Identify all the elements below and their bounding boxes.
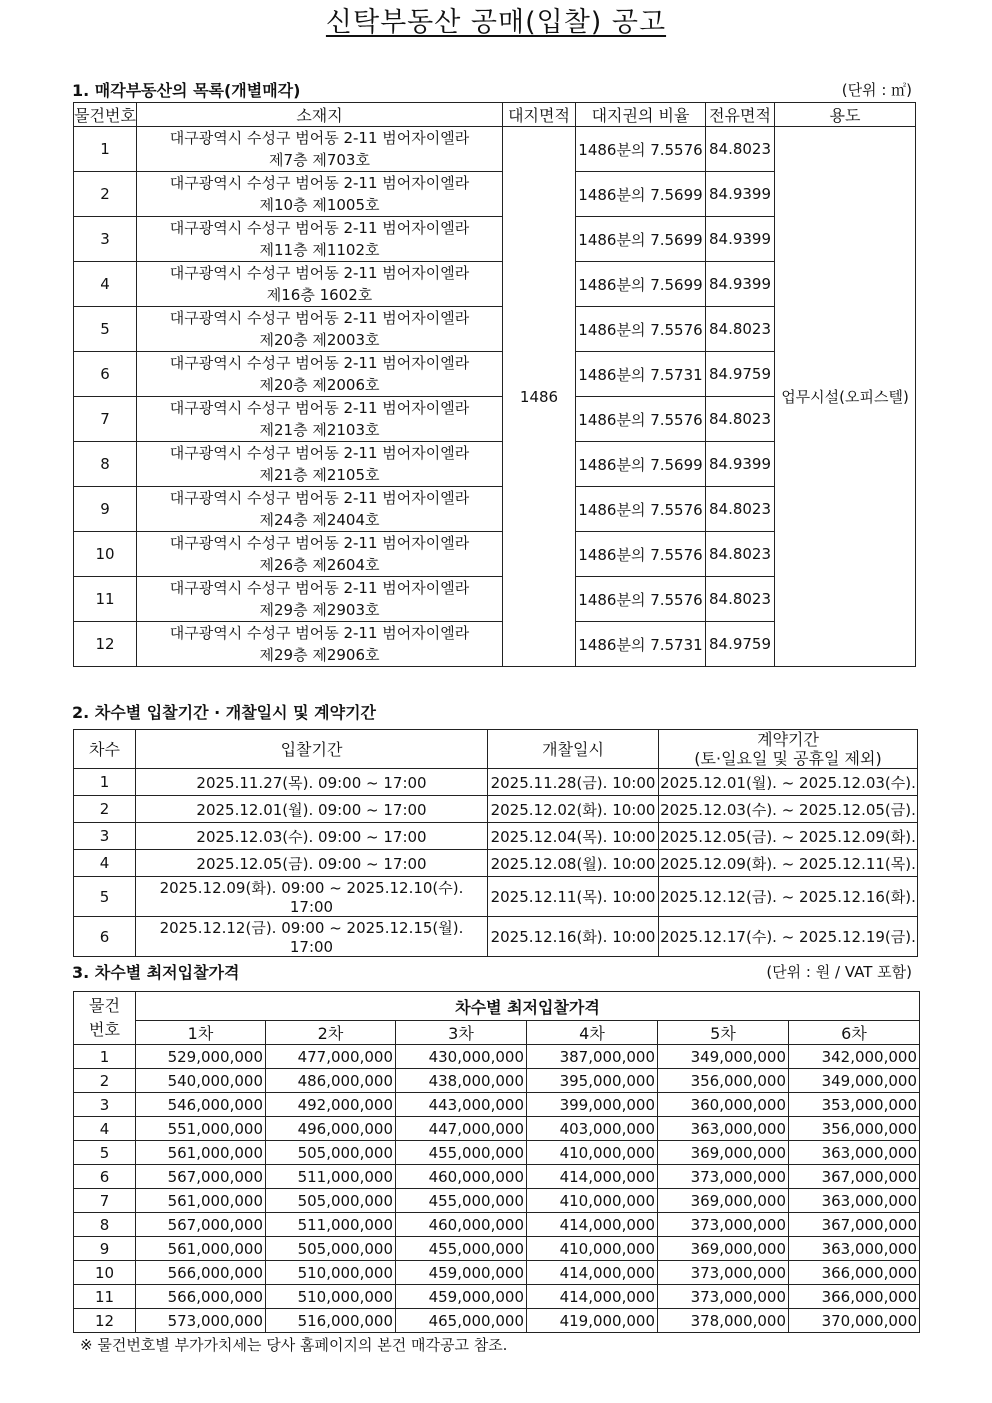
exclusive-area-cell: 84.8023 — [706, 577, 775, 622]
header-round-2: 2차 — [266, 1021, 396, 1045]
header-item-no — [74, 992, 136, 1045]
price-cell: 410,000,000 — [527, 1141, 658, 1165]
price-cell: 360,000,000 — [658, 1093, 789, 1117]
land-ratio-cell: 1486분의 7.5576 — [576, 127, 706, 172]
price-cell: 399,000,000 — [527, 1093, 658, 1117]
header-opening: 개찰일시 — [488, 730, 659, 769]
price-cell: 419,000,000 — [527, 1309, 658, 1333]
header-contract-line2: (토·일요일 및 공휴일 제외) — [694, 749, 882, 768]
price-cell: 546,000,000 — [136, 1093, 266, 1117]
exclusive-area-cell: 84.9399 — [706, 172, 775, 217]
item-no-cell: 8 — [74, 442, 137, 487]
price-cell: 510,000,000 — [266, 1261, 396, 1285]
header-round-5: 5차 — [658, 1021, 789, 1045]
price-cell: 510,000,000 — [266, 1285, 396, 1309]
location-line2: 제10층 제1005호 — [259, 196, 380, 214]
location-cell — [137, 307, 503, 352]
price-cell: 540,000,000 — [136, 1069, 266, 1093]
price-cell: 460,000,000 — [396, 1165, 527, 1189]
price-cell: 370,000,000 — [789, 1309, 920, 1333]
item-no-cell: 8 — [74, 1213, 136, 1237]
header-contract-line1: 계약기간 — [757, 730, 819, 749]
location-line1: 대구광역시 수성구 범어동 2-11 범어자이엘라 — [169, 129, 470, 147]
exclusive-area-cell: 84.9399 — [706, 262, 775, 307]
land-ratio-cell: 1486분의 7.5576 — [576, 397, 706, 442]
header-exclusive-area: 전유면적 — [706, 103, 775, 127]
location-line1: 대구광역시 수성구 범어동 2-11 범어자이엘라 — [169, 624, 470, 642]
item-no-cell: 7 — [74, 397, 137, 442]
location-line1: 대구광역시 수성구 범어동 2-11 범어자이엘라 — [169, 174, 470, 192]
exclusive-area-cell: 84.8023 — [706, 307, 775, 352]
item-no-cell: 5 — [74, 307, 137, 352]
location-cell — [137, 577, 503, 622]
price-cell: 410,000,000 — [527, 1189, 658, 1213]
price-cell: 373,000,000 — [658, 1213, 789, 1237]
exclusive-area-cell: 84.8023 — [706, 487, 775, 532]
price-cell: 356,000,000 — [789, 1117, 920, 1141]
round-cell: 1 — [74, 769, 136, 796]
table-row — [74, 1093, 920, 1117]
location-line1: 대구광역시 수성구 범어동 2-11 범어자이엘라 — [169, 354, 470, 372]
location-line2: 제20층 제2003호 — [259, 331, 380, 349]
land-ratio-cell: 1486분의 7.5576 — [576, 577, 706, 622]
item-no-cell: 1 — [74, 127, 137, 172]
location-cell — [137, 442, 503, 487]
header-location: 소재지 — [137, 103, 503, 127]
price-cell: 573,000,000 — [136, 1309, 266, 1333]
header-round-6: 6차 — [789, 1021, 920, 1045]
round-cell: 4 — [74, 850, 136, 877]
bid-period-cell: 2025.12.05(금). 09:00 ~ 17:00 — [136, 850, 488, 877]
contract-cell: 2025.12.01(월). ~ 2025.12.03(수). — [659, 769, 918, 796]
location-line2: 제26층 제2604호 — [259, 556, 380, 574]
price-cell: 369,000,000 — [658, 1189, 789, 1213]
contract-cell: 2025.12.03(수). ~ 2025.12.05(금). — [659, 796, 918, 823]
location-cell — [137, 397, 503, 442]
opening-cell: 2025.12.08(월). 10:00 — [488, 850, 659, 877]
item-no-cell: 11 — [74, 577, 137, 622]
table-row — [74, 769, 918, 796]
land-ratio-cell: 1486분의 7.5699 — [576, 217, 706, 262]
price-cell: 486,000,000 — [266, 1069, 396, 1093]
location-line1: 대구광역시 수성구 범어동 2-11 범어자이엘라 — [169, 399, 470, 417]
price-cell: 455,000,000 — [396, 1189, 527, 1213]
header-bid-period: 입찰기간 — [136, 730, 488, 769]
location-line1: 대구광역시 수성구 범어동 2-11 범어자이엘라 — [169, 309, 470, 327]
price-cell: 455,000,000 — [396, 1237, 527, 1261]
section3-heading: 3. 차수별 최저입찰가격 — [72, 963, 240, 982]
property-list-table — [73, 102, 916, 667]
item-no-cell: 7 — [74, 1189, 136, 1213]
price-cell: 366,000,000 — [789, 1285, 920, 1309]
land-area-cell: 1486 — [503, 127, 576, 667]
opening-cell: 2025.12.04(목). 10:00 — [488, 823, 659, 850]
location-line2: 제29층 제2903호 — [259, 601, 380, 619]
section3-unit: (단위 : 원 / VAT 포함) — [766, 963, 912, 981]
item-no-cell: 6 — [74, 1165, 136, 1189]
contract-cell: 2025.12.05(금). ~ 2025.12.09(화). — [659, 823, 918, 850]
price-cell: 477,000,000 — [266, 1045, 396, 1069]
location-line1: 대구광역시 수성구 범어동 2-11 범어자이엘라 — [169, 534, 470, 552]
item-no-cell: 12 — [74, 1309, 136, 1333]
item-no-cell: 2 — [74, 172, 137, 217]
round-cell: 6 — [74, 917, 136, 957]
price-cell: 505,000,000 — [266, 1189, 396, 1213]
exclusive-area-cell: 84.8023 — [706, 127, 775, 172]
contract-cell: 2025.12.17(수). ~ 2025.12.19(금). — [659, 917, 918, 957]
price-table — [73, 991, 920, 1333]
table-row — [74, 1285, 920, 1309]
header-land-ratio: 대지권의 비율 — [576, 103, 706, 127]
price-cell: 387,000,000 — [527, 1045, 658, 1069]
exclusive-area-cell: 84.8023 — [706, 397, 775, 442]
price-cell: 443,000,000 — [396, 1093, 527, 1117]
table-row — [74, 127, 916, 172]
table-row — [74, 877, 918, 917]
table-row — [74, 1117, 920, 1141]
round-cell: 5 — [74, 877, 136, 917]
footnote: ※ 물건번호별 부가가치세는 당사 홈페이지의 본건 매각공고 참조. — [80, 1336, 508, 1354]
bid-period-cell: 2025.12.03(수). 09:00 ~ 17:00 — [136, 823, 488, 850]
location-cell — [137, 127, 503, 172]
price-cell: 414,000,000 — [527, 1261, 658, 1285]
item-no-cell: 10 — [74, 532, 137, 577]
table-row — [74, 1045, 920, 1069]
section2-heading: 2. 차수별 입찰기간 · 개찰일시 및 계약기간 — [72, 703, 377, 722]
table-row — [74, 1189, 920, 1213]
item-no-cell: 4 — [74, 1117, 136, 1141]
price-cell: 430,000,000 — [396, 1045, 527, 1069]
item-no-cell: 11 — [74, 1285, 136, 1309]
price-cell: 460,000,000 — [396, 1213, 527, 1237]
price-cell: 492,000,000 — [266, 1093, 396, 1117]
item-no-cell: 1 — [74, 1045, 136, 1069]
price-cell: 395,000,000 — [527, 1069, 658, 1093]
location-cell — [137, 622, 503, 667]
table-row — [74, 1165, 920, 1189]
header-item-no-line1: 물건 — [89, 996, 120, 1015]
item-no-cell: 2 — [74, 1069, 136, 1093]
location-line1: 대구광역시 수성구 범어동 2-11 범어자이엘라 — [169, 444, 470, 462]
price-cell: 410,000,000 — [527, 1237, 658, 1261]
land-ratio-cell: 1486분의 7.5576 — [576, 487, 706, 532]
price-cell: 356,000,000 — [658, 1069, 789, 1093]
price-cell: 529,000,000 — [136, 1045, 266, 1069]
header-round: 차수 — [74, 730, 136, 769]
price-cell: 414,000,000 — [527, 1165, 658, 1189]
item-no-cell: 5 — [74, 1141, 136, 1165]
price-cell: 369,000,000 — [658, 1237, 789, 1261]
land-ratio-cell: 1486분의 7.5576 — [576, 532, 706, 577]
bid-period-cell: 2025.12.12(금). 09:00 ~ 2025.12.15(월). 17:00 — [136, 917, 488, 957]
table-row — [74, 796, 918, 823]
price-cell: 561,000,000 — [136, 1141, 266, 1165]
price-cell: 414,000,000 — [527, 1213, 658, 1237]
item-no-cell: 10 — [74, 1261, 136, 1285]
location-line1: 대구광역시 수성구 범어동 2-11 범어자이엘라 — [169, 219, 470, 237]
table-row — [74, 1213, 920, 1237]
land-ratio-cell: 1486분의 7.5731 — [576, 352, 706, 397]
table-header-row — [74, 730, 918, 769]
table-row — [74, 823, 918, 850]
price-cell: 369,000,000 — [658, 1141, 789, 1165]
price-cell: 373,000,000 — [658, 1285, 789, 1309]
land-ratio-cell: 1486분의 7.5731 — [576, 622, 706, 667]
price-cell: 561,000,000 — [136, 1189, 266, 1213]
section1-heading: 1. 매각부동산의 목록(개별매각) — [72, 81, 301, 100]
item-no-cell: 4 — [74, 262, 137, 307]
price-cell: 367,000,000 — [789, 1165, 920, 1189]
land-ratio-cell: 1486분의 7.5699 — [576, 172, 706, 217]
opening-cell: 2025.12.02(화). 10:00 — [488, 796, 659, 823]
price-cell: 496,000,000 — [266, 1117, 396, 1141]
table-row — [74, 917, 918, 957]
item-no-cell: 9 — [74, 1237, 136, 1261]
opening-cell: 2025.12.11(목). 10:00 — [488, 877, 659, 917]
location-cell — [137, 352, 503, 397]
location-line2: 제29층 제2906호 — [259, 646, 380, 664]
bid-period-cell: 2025.12.01(월). 09:00 ~ 17:00 — [136, 796, 488, 823]
contract-cell: 2025.12.09(화). ~ 2025.12.11(목). — [659, 850, 918, 877]
price-cell: 349,000,000 — [658, 1045, 789, 1069]
price-cell: 561,000,000 — [136, 1237, 266, 1261]
opening-cell: 2025.11.28(금). 10:00 — [488, 769, 659, 796]
schedule-table — [73, 729, 918, 957]
item-no-cell: 3 — [74, 1093, 136, 1117]
location-line2: 제24층 제2404호 — [259, 511, 380, 529]
header-usage: 용도 — [775, 103, 916, 127]
price-cell: 353,000,000 — [789, 1093, 920, 1117]
header-item-no-line2: 번호 — [89, 1020, 120, 1039]
header-round-3: 3차 — [396, 1021, 527, 1045]
location-cell — [137, 217, 503, 262]
land-ratio-cell: 1486분의 7.5699 — [576, 262, 706, 307]
location-cell — [137, 487, 503, 532]
location-line2: 제11층 제1102호 — [259, 241, 380, 259]
price-cell: 551,000,000 — [136, 1117, 266, 1141]
price-cell: 505,000,000 — [266, 1237, 396, 1261]
price-cell: 349,000,000 — [789, 1069, 920, 1093]
table-header-row — [74, 992, 920, 1021]
price-cell: 516,000,000 — [266, 1309, 396, 1333]
price-cell: 566,000,000 — [136, 1261, 266, 1285]
round-cell: 2 — [74, 796, 136, 823]
header-contract — [659, 730, 918, 769]
location-line1: 대구광역시 수성구 범어동 2-11 범어자이엘라 — [169, 489, 470, 507]
price-cell: 342,000,000 — [789, 1045, 920, 1069]
location-line2: 제21층 제2105호 — [259, 466, 380, 484]
price-cell: 511,000,000 — [266, 1213, 396, 1237]
item-no-cell: 9 — [74, 487, 137, 532]
price-cell: 459,000,000 — [396, 1285, 527, 1309]
land-ratio-cell: 1486분의 7.5576 — [576, 307, 706, 352]
price-cell: 403,000,000 — [527, 1117, 658, 1141]
price-cell: 378,000,000 — [658, 1309, 789, 1333]
opening-cell: 2025.12.16(화). 10:00 — [488, 917, 659, 957]
price-cell: 373,000,000 — [658, 1261, 789, 1285]
table-row — [74, 1261, 920, 1285]
price-cell: 438,000,000 — [396, 1069, 527, 1093]
price-cell: 363,000,000 — [789, 1189, 920, 1213]
price-cell: 566,000,000 — [136, 1285, 266, 1309]
location-cell — [137, 262, 503, 307]
page-title: 신탁부동산 공매(입찰) 공고 — [325, 7, 667, 38]
price-cell: 363,000,000 — [789, 1141, 920, 1165]
table-row — [74, 850, 918, 877]
header-land-area: 대지면적 — [503, 103, 576, 127]
exclusive-area-cell: 84.8023 — [706, 532, 775, 577]
header-round-4: 4차 — [527, 1021, 658, 1045]
location-line2: 제7층 제703호 — [269, 151, 370, 169]
header-round-1: 1차 — [136, 1021, 266, 1045]
table-row — [74, 1309, 920, 1333]
location-line2: 제21층 제2103호 — [259, 421, 380, 439]
price-cell: 363,000,000 — [789, 1237, 920, 1261]
item-no-cell: 6 — [74, 352, 137, 397]
item-no-cell: 12 — [74, 622, 137, 667]
price-cell: 447,000,000 — [396, 1117, 527, 1141]
price-cell: 567,000,000 — [136, 1213, 266, 1237]
price-cell: 367,000,000 — [789, 1213, 920, 1237]
price-cell: 465,000,000 — [396, 1309, 527, 1333]
exclusive-area-cell: 84.9399 — [706, 442, 775, 487]
item-no-cell: 3 — [74, 217, 137, 262]
price-cell: 373,000,000 — [658, 1165, 789, 1189]
header-item-no: 물건번호 — [74, 103, 137, 127]
location-cell — [137, 172, 503, 217]
price-cell: 366,000,000 — [789, 1261, 920, 1285]
header-price-group: 차수별 최저입찰가격 — [136, 992, 920, 1021]
price-cell: 455,000,000 — [396, 1141, 527, 1165]
table-header-row — [74, 1021, 920, 1045]
price-cell: 505,000,000 — [266, 1141, 396, 1165]
price-cell: 414,000,000 — [527, 1285, 658, 1309]
exclusive-area-cell: 84.9759 — [706, 352, 775, 397]
location-line1: 대구광역시 수성구 범어동 2-11 범어자이엘라 — [169, 264, 470, 282]
section1-unit: (단위 : ㎡) — [841, 81, 912, 99]
price-cell: 511,000,000 — [266, 1165, 396, 1189]
table-row — [74, 1237, 920, 1261]
price-cell: 363,000,000 — [658, 1117, 789, 1141]
table-header-row — [74, 103, 916, 127]
table-row — [74, 1141, 920, 1165]
location-line2: 제16층 1602호 — [266, 286, 373, 304]
round-cell: 3 — [74, 823, 136, 850]
usage-cell: 업무시설(오피스텔) — [775, 127, 916, 667]
price-cell: 459,000,000 — [396, 1261, 527, 1285]
contract-cell: 2025.12.12(금). ~ 2025.12.16(화). — [659, 877, 918, 917]
price-cell: 567,000,000 — [136, 1165, 266, 1189]
location-line1: 대구광역시 수성구 범어동 2-11 범어자이엘라 — [169, 579, 470, 597]
bid-period-cell: 2025.11.27(목). 09:00 ~ 17:00 — [136, 769, 488, 796]
table-row — [74, 1069, 920, 1093]
location-line2: 제20층 제2006호 — [259, 376, 380, 394]
exclusive-area-cell: 84.9399 — [706, 217, 775, 262]
location-cell — [137, 532, 503, 577]
land-ratio-cell: 1486분의 7.5699 — [576, 442, 706, 487]
exclusive-area-cell: 84.9759 — [706, 622, 775, 667]
bid-period-cell: 2025.12.09(화). 09:00 ~ 2025.12.10(수). 17:00 — [136, 877, 488, 917]
